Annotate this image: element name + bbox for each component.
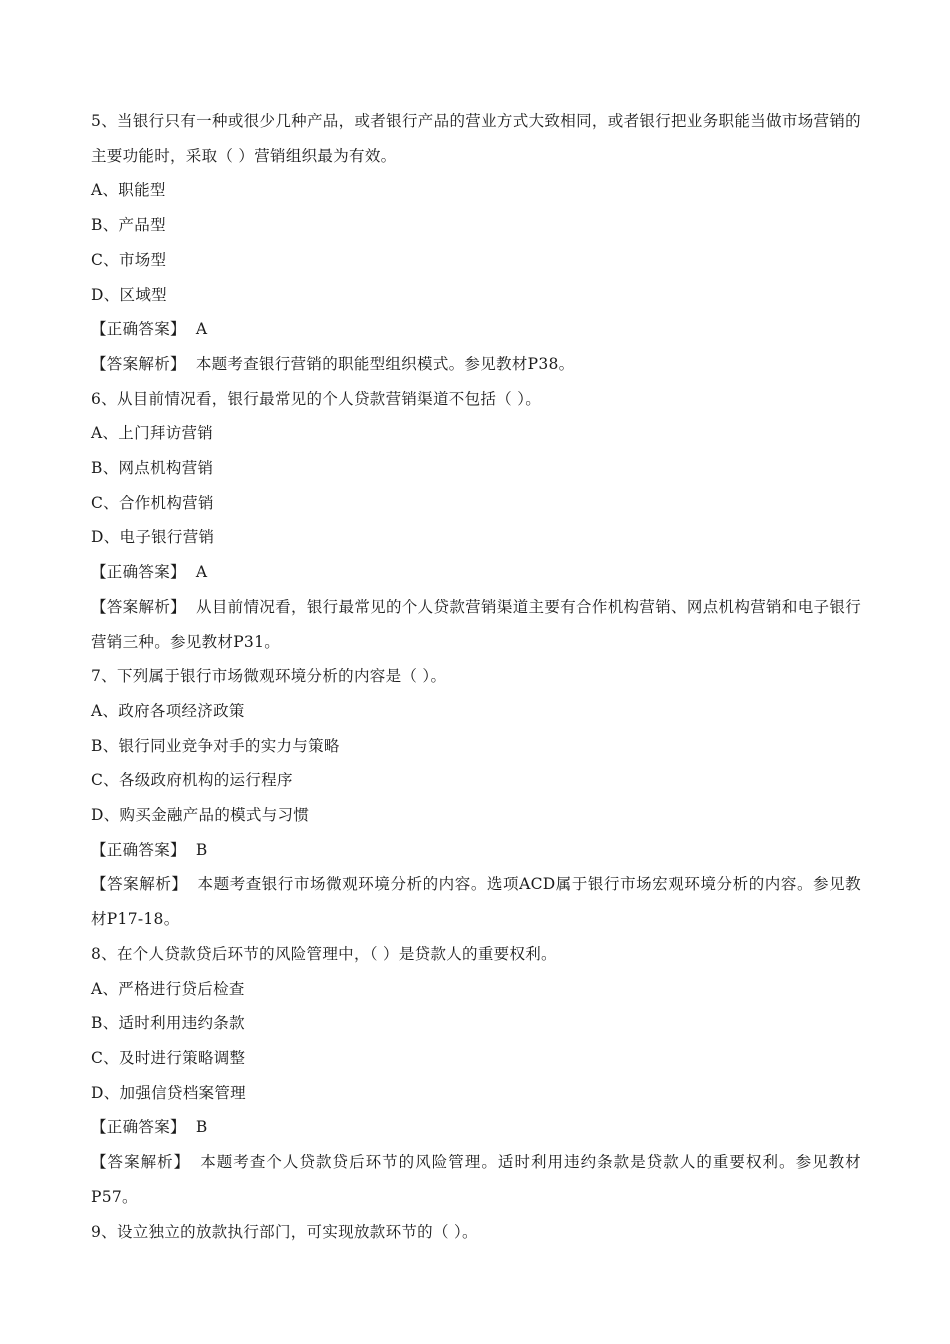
correct-answer (91, 312, 861, 347)
question-stem: 7、下列属于银行市场微观环境分析的内容是（ ）。 (91, 667, 447, 686)
option-d: D、加强信贷档案管理 (91, 1083, 246, 1102)
option-a: A、上门拜访营销 (91, 424, 214, 443)
correct-answer (91, 1110, 861, 1145)
answer-analysis-text: 本题考查银行市场微观环境分析的内容。选项ACD属于银行市场宏观环境分析的内容。参见教材P17-18。 (91, 875, 861, 929)
option-d: D、电子银行营销 (91, 528, 215, 547)
answer-analysis-label: 【答案解析】 (91, 875, 188, 894)
answer-analysis (91, 347, 861, 382)
option-c: C、合作机构营销 (91, 493, 214, 512)
option-c: C、及时进行策略调整 (91, 1048, 246, 1067)
correct-answer (91, 555, 861, 590)
question-stem: 6、从目前情况看，银行最常见的个人贷款营销渠道不包括（ ）。 (91, 389, 542, 408)
correct-answer-label: 【正确答案】 (91, 563, 186, 582)
correct-answer-value: A (195, 563, 208, 582)
answer-analysis-text: 本题考查银行营销的职能型组织模式。参见教材P38。 (195, 354, 575, 373)
question-stem: 8、在个人贷款贷后环节的风险管理中，（ ）是贷款人的重要权利。 (91, 944, 557, 963)
answer-analysis-label: 【答案解析】 (91, 354, 186, 373)
answer-analysis-label: 【答案解析】 (91, 1153, 191, 1172)
option-a: A、政府各项经济政策 (91, 701, 245, 720)
correct-answer-label: 【正确答案】 (91, 840, 186, 859)
option-b: B、网点机构营销 (91, 459, 214, 478)
answer-analysis-text: 从目前情况看，银行最常见的个人贷款营销渠道主要有合作机构营销、网点机构营销和电子银行营销三种。参见教材P31。 (91, 597, 861, 651)
correct-answer-label: 【正确答案】 (91, 320, 186, 339)
question-stem: 9、设立独立的放款执行部门，可实现放款环节的（ ）。 (91, 1222, 478, 1241)
option-a: A、职能型 (91, 181, 166, 200)
document-page (91, 104, 861, 1249)
answer-analysis (91, 867, 861, 936)
option-c: C、市场型 (91, 250, 167, 269)
option-b: B、产品型 (91, 216, 166, 235)
correct-answer-value: B (195, 840, 208, 859)
answer-analysis (91, 590, 861, 659)
option-b: B、银行同业竞争对手的实力与策略 (91, 736, 340, 755)
option-d: D、区域型 (91, 285, 167, 304)
option-d: D、购买金融产品的模式与习惯 (91, 806, 310, 825)
question-stem: 5、当银行只有一种或很少几种产品，或者银行产品的营业方式大致相同，或者银行把业务职能当做市场营销的主要功能时，采取（ ）营销组织最为有效。 (91, 112, 861, 165)
correct-answer-label: 【正确答案】 (91, 1118, 186, 1137)
correct-answer-value: A (195, 320, 208, 339)
answer-analysis (91, 1145, 861, 1214)
correct-answer (91, 833, 861, 868)
option-a: A、严格进行贷后检查 (91, 979, 245, 998)
option-b: B、适时利用违约条款 (91, 1014, 245, 1033)
answer-analysis-text: 本题考查个人贷款贷后环节的风险管理。适时利用违约条款是贷款人的重要权利。参见教材P57。 (91, 1153, 861, 1206)
correct-answer-value: B (195, 1118, 208, 1137)
option-c: C、各级政府机构的运行程序 (91, 771, 293, 790)
answer-analysis-label: 【答案解析】 (91, 597, 187, 616)
